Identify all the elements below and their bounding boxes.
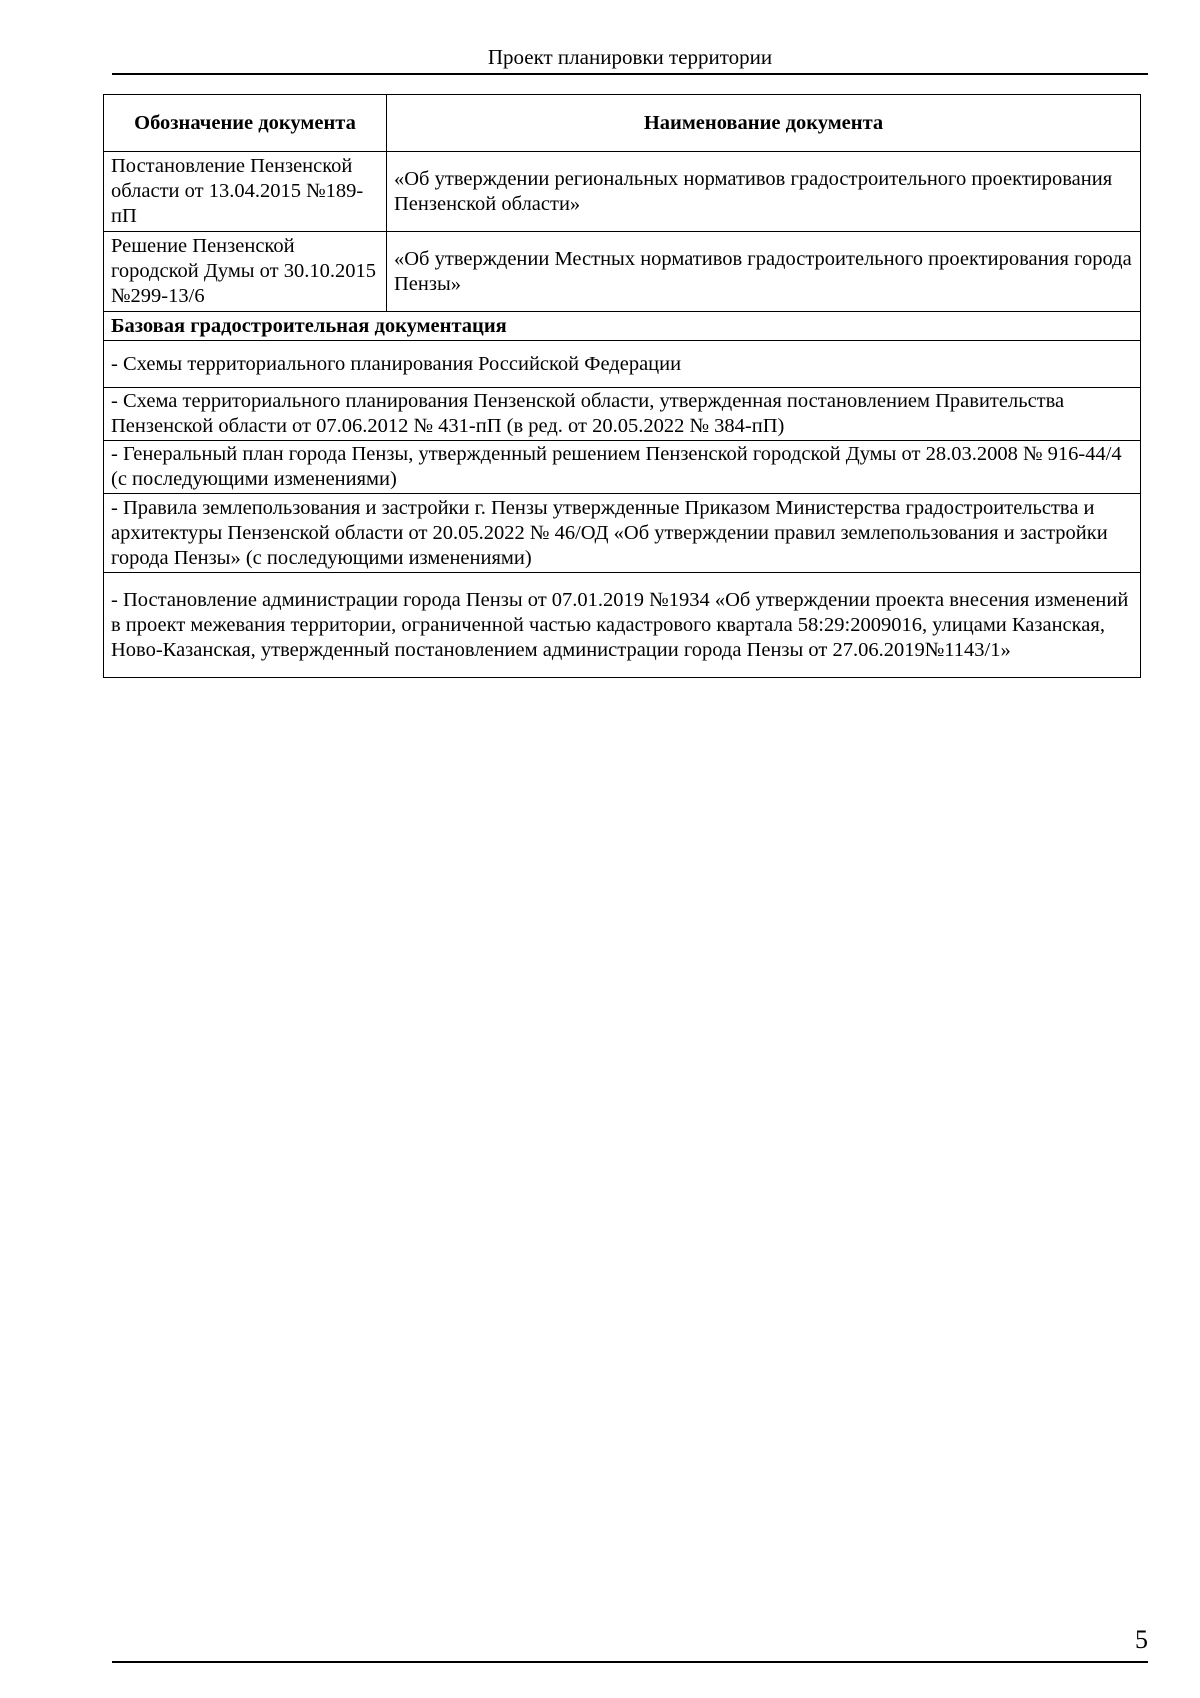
table-row [104, 441, 1141, 494]
document-name: «Об утверждении региональных нормативов градостроительного проектирования Пензенской области» [387, 152, 1141, 232]
table-row [104, 573, 1141, 678]
documents-table [103, 94, 1141, 678]
table-row [104, 152, 1141, 232]
section-heading: Базовая градостроительная документация [104, 312, 1141, 341]
column-header-name: Наименование документа [387, 95, 1141, 152]
page-number: 5 [1135, 1625, 1148, 1654]
footer-rule [112, 1661, 1148, 1663]
page-header-title: Проект планировки территории [487, 45, 773, 69]
table-row [104, 341, 1141, 388]
section-item: - Постановление администрации города Пензы от 07.01.2019 №1934 «Об утверждении проекта внесения изменений в проект межевания территории, ограниченной частью кадастрового квартала 58:29:2009016, улицами Казанская, Ново-Казанская, утвержденный постановлением администрации города Пензы от 27.06.2019№1143/1» [104, 573, 1141, 678]
document-designation: Решение Пензенской городской Думы от 30.10.2015 №299-13/6 [104, 232, 387, 312]
column-header-designation: Обозначение документа [104, 95, 387, 152]
document-name: «Об утверждении Местных нормативов градостроительного проектирования города Пензы» [387, 232, 1141, 312]
section-heading-row [104, 312, 1141, 341]
section-item: - Схемы территориального планирования Российской Федерации [104, 341, 1141, 388]
section-item: - Схема территориального планирования Пензенской области, утвержденная постановлением Правительства Пензенской области от 07.06.2012 № 431-пП (в ред. от 20.05.2022 № 384-пП) [104, 388, 1141, 441]
table-row [104, 388, 1141, 441]
table-row [104, 494, 1141, 573]
table-header-row [104, 95, 1141, 152]
table-row [104, 232, 1141, 312]
header-rule [112, 73, 1148, 75]
document-designation: Постановление Пензенской области от 13.04.2015 №189-пП [104, 152, 387, 232]
section-item: - Правила землепользования и застройки г. Пензы утвержденные Приказом Министерства градостроительства и архитектуры Пензенской области от 20.05.2022 № 46/ОД «Об утверждении правил землепользования и застройки города Пензы» (с последующими изменениями) [104, 494, 1141, 573]
section-item: - Генеральный план города Пензы, утвержденный решением Пензенской городской Думы от 28.03.2008 № 916-44/4 (с последующими изменениями) [104, 441, 1141, 494]
